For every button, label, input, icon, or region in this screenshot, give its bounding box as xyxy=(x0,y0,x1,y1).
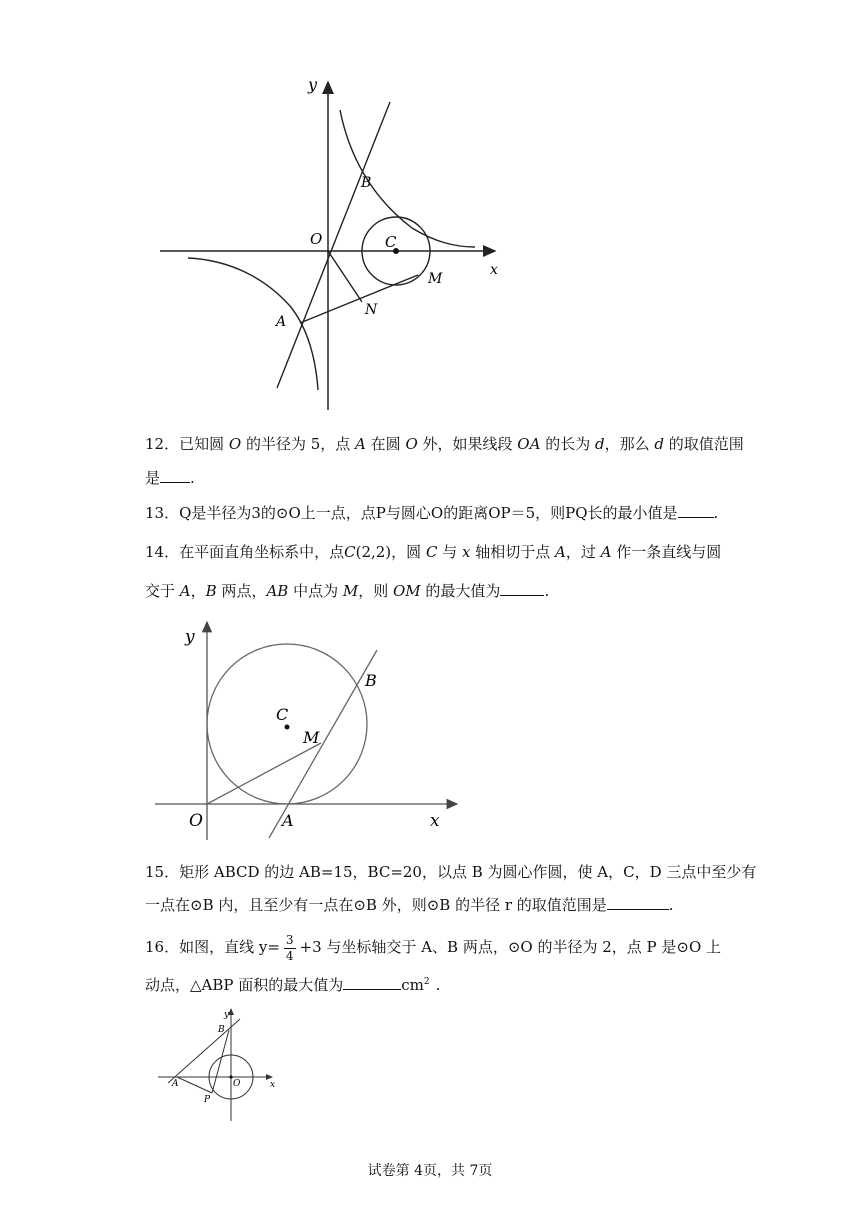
page-footer: 试卷第 4页，共 7页 xyxy=(367,1163,493,1179)
q14-text: 交于 xyxy=(145,582,180,600)
label-O: O xyxy=(189,811,203,831)
label-y: y xyxy=(308,75,318,94)
label-C: C xyxy=(385,233,397,251)
q12-var: d xyxy=(594,435,605,453)
q14-text: ，过 xyxy=(565,543,601,561)
q12-text: 的取值范围 xyxy=(663,435,744,453)
q12-text: 的长为 xyxy=(540,435,595,453)
fraction-denominator: 4 xyxy=(285,948,294,963)
q14-var: AB xyxy=(266,582,289,600)
q14-text: 轴相切于点 xyxy=(470,543,555,561)
label-M: M xyxy=(428,271,443,287)
question-14 xyxy=(145,541,721,562)
question-16 xyxy=(145,930,721,964)
q12-var: A xyxy=(355,435,366,453)
q16-unit: cm xyxy=(401,976,424,994)
q12-period: . xyxy=(190,469,195,487)
q16-text: +3 与坐标轴交于 A、B 两点，⊙O 的半径为 2，点 P 是⊙O 上 xyxy=(299,938,722,956)
q14-text: 的最大值为 xyxy=(420,582,501,600)
q12-text: 在圆 xyxy=(365,435,406,453)
label-A: A xyxy=(282,811,294,830)
q14-var: OM xyxy=(393,582,421,600)
q14-text: 作一条直线与圆 xyxy=(611,543,722,561)
q15-period: . xyxy=(668,896,674,914)
q15-text: 一点在⊙B 内，且至少有一点在⊙B 外，则⊙B 的半径 r 的取值范围是 xyxy=(145,896,607,914)
label-B: B xyxy=(218,1025,225,1035)
figure-circle-tangent xyxy=(145,610,475,850)
q14-number: 14． xyxy=(145,543,180,561)
label-x: x xyxy=(490,262,498,278)
q12-var: OA xyxy=(517,435,541,453)
answer-blank[interactable] xyxy=(343,974,401,990)
question-12-line2 xyxy=(145,467,195,488)
label-O: O xyxy=(310,230,323,248)
segment-ON xyxy=(328,251,362,302)
line-AB xyxy=(277,102,390,388)
label-A: A xyxy=(172,1079,179,1089)
q13-number: 13． xyxy=(145,504,180,522)
q12-var: d xyxy=(654,435,664,453)
answer-blank[interactable] xyxy=(160,467,190,483)
fraction-numerator: 3 xyxy=(285,932,294,947)
q16-number: 16． xyxy=(145,938,180,956)
fraction-3-4 xyxy=(284,933,296,964)
q14-text: 在平面直角坐标系中，点 xyxy=(179,543,345,561)
label-O: O xyxy=(233,1079,241,1089)
answer-blank[interactable] xyxy=(607,894,669,910)
q14-var: A xyxy=(554,543,566,561)
q14-text: ，圆 xyxy=(391,543,426,561)
q12-var: O xyxy=(405,435,418,453)
label-y: y xyxy=(224,1010,230,1020)
segment-AM xyxy=(300,275,418,323)
line-AB xyxy=(269,650,377,838)
q14-var: B xyxy=(205,582,217,600)
label-B: B xyxy=(361,175,372,191)
label-x: x xyxy=(430,811,440,831)
question-16-line2 xyxy=(145,974,440,995)
q14-text: 与 xyxy=(437,543,462,561)
q14-text: ，则 xyxy=(358,582,393,600)
q14-var: C xyxy=(425,543,438,561)
segment-BP xyxy=(212,1030,229,1093)
figure-line-circle xyxy=(150,1003,290,1128)
label-C: C xyxy=(276,705,289,724)
q14-period: . xyxy=(544,582,550,600)
question-13 xyxy=(145,502,718,523)
label-M: M xyxy=(303,728,320,747)
q14-var: A xyxy=(179,582,191,600)
label-y: y xyxy=(185,627,195,647)
label-x: x xyxy=(270,1080,276,1090)
q16-superscript: 2 xyxy=(423,977,430,987)
question-15 xyxy=(145,861,756,882)
q14-var: M xyxy=(342,582,359,600)
q16-text: 动点，△ABP 面积的最大值为 xyxy=(145,976,344,994)
center-C-dot xyxy=(285,725,290,730)
q14-coords: (2,2) xyxy=(355,543,392,561)
hyperbola-branch-2 xyxy=(188,258,318,390)
q14-var: x xyxy=(461,543,471,561)
label-N: N xyxy=(365,302,378,318)
q14-var: C xyxy=(344,543,356,561)
question-12 xyxy=(145,433,744,454)
q12-text: 的半径为 5，点 xyxy=(241,435,356,453)
question-15-line2 xyxy=(145,894,674,915)
segment-AP xyxy=(177,1077,212,1093)
label-A: A xyxy=(276,314,287,330)
question-14-line2 xyxy=(145,580,549,601)
q12-var: O xyxy=(228,435,242,453)
answer-blank[interactable] xyxy=(678,502,714,518)
q12-text: 已知圆 xyxy=(179,435,229,453)
q13-text: Q是半径为3的⊙O上一点，点P与圆心O的距离OP＝5，则PQ长的最小值是 xyxy=(179,504,678,522)
q14-text: ， xyxy=(190,582,206,600)
figure-hyperbola-circle xyxy=(150,70,520,420)
q12-text: 是 xyxy=(145,469,161,487)
q14-text: 中点为 xyxy=(288,582,343,600)
q15-number: 15． xyxy=(145,863,180,881)
q13-period: . xyxy=(713,504,719,522)
label-P: P xyxy=(204,1095,211,1105)
circle-C xyxy=(207,644,367,804)
q14-var: A xyxy=(600,543,612,561)
line-AB xyxy=(168,1019,240,1083)
q16-period: . xyxy=(435,976,441,994)
q15-text: 矩形 ABCD 的边 AB=15，BC=20，以点 B 为圆心作圆，使 A，C，D 三点中至少有 xyxy=(179,863,757,881)
q16-text: 如图，直线 y= xyxy=(179,938,280,956)
q12-text: 外，如果线段 xyxy=(417,435,518,453)
q12-number: 12． xyxy=(145,435,180,453)
q14-text: 两点， xyxy=(216,582,267,600)
answer-blank[interactable] xyxy=(500,580,544,596)
label-B: B xyxy=(365,671,377,690)
q12-text: ，那么 xyxy=(604,435,655,453)
